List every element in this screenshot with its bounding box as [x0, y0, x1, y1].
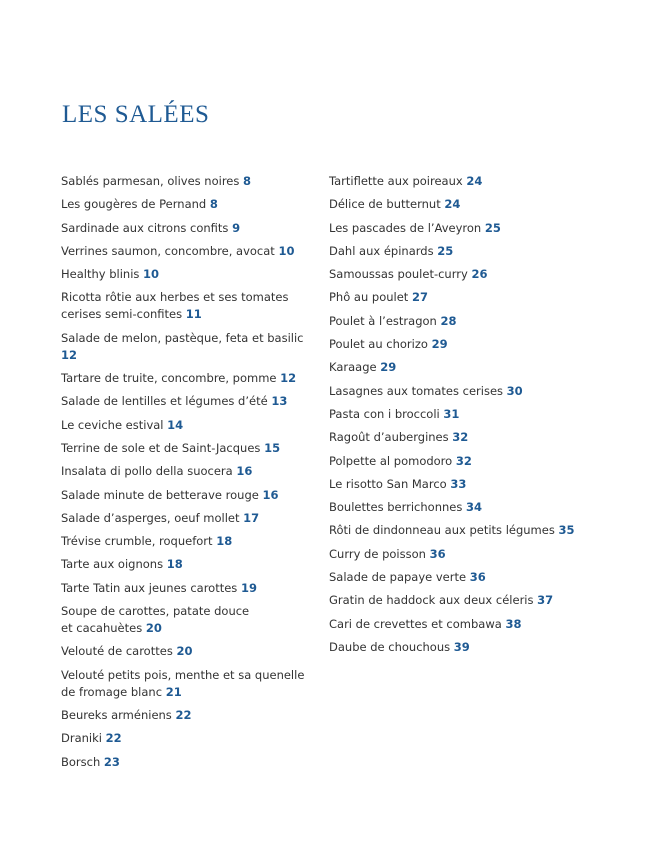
toc-entry — [61, 667, 311, 701]
toc-entry — [61, 707, 311, 724]
toc-entry — [61, 289, 311, 323]
toc-entry-page-number: 29 — [380, 360, 397, 375]
toc-entry-page-number: 24 — [466, 174, 483, 188]
toc-entry-label: Cari de crevettes et combawa — [329, 616, 502, 631]
toc-entry — [329, 406, 629, 423]
toc-entry-label: Salade minute de betterave rouge — [61, 487, 259, 502]
toc-entry-label: Velouté de carottes — [61, 644, 173, 659]
toc-entry-label: Tartiflette aux poireaux — [329, 174, 463, 188]
toc-entry — [61, 220, 311, 237]
toc-entry — [329, 336, 629, 353]
toc-entry-page-number: 37 — [537, 593, 554, 608]
toc-entry-label: Tarte Tatin aux jeunes carottes — [61, 580, 238, 595]
toc-entry-label: Dahl aux épinards — [329, 243, 434, 258]
toc-entry-label: Curry de poisson — [329, 546, 426, 561]
toc-entry-page-number: 17 — [243, 510, 260, 525]
toc-entry-page-number: 16 — [262, 487, 279, 502]
toc-entry-page-number: 18 — [216, 534, 233, 549]
toc-entry-page-number: 10 — [143, 267, 160, 282]
toc-entry — [329, 173, 629, 190]
toc-entry — [61, 266, 311, 283]
toc-entry-label: Velouté petits pois, menthe et sa quenelle de fromage blanc — [61, 667, 305, 699]
toc-entry-page-number: 26 — [471, 267, 488, 282]
toc-entry — [329, 522, 629, 539]
toc-entry-page-number: 25 — [484, 220, 501, 235]
toc-entry-label: Healthy blinis — [61, 267, 140, 282]
toc-entry-label: Verrines saumon, concombre, avocat — [61, 243, 275, 258]
toc-entry — [61, 196, 311, 213]
toc-entry-page-number: 9 — [232, 220, 241, 235]
toc-entry-page-number: 30 — [506, 383, 523, 398]
toc-entry-page-number: 20 — [176, 644, 193, 659]
toc-entry-label: Les gougères de Pernand — [61, 197, 207, 212]
toc-entry-label: Tartare de truite, concombre, pomme — [61, 371, 277, 386]
toc-entry-label: Boulettes berrichonnes — [329, 500, 463, 515]
toc-entry — [329, 243, 629, 260]
toc-entry-label: Lasagnes aux tomates cerises — [329, 383, 504, 398]
toc-entry — [329, 453, 629, 470]
toc-entry — [61, 730, 311, 747]
toc-entry — [61, 643, 311, 660]
toc-entry — [329, 266, 629, 283]
toc-entry — [329, 546, 629, 563]
toc-entry-page-number: 28 — [440, 313, 457, 328]
toc-entry-label: Gratin de haddock aux deux céleris — [329, 593, 534, 608]
toc-entry-page-number: 21 — [165, 684, 182, 699]
toc-entry-label: Poulet au chorizo — [329, 337, 428, 352]
toc-entry — [329, 639, 629, 656]
toc-entry-label: Beureks arméniens — [61, 707, 172, 722]
toc-entry — [329, 289, 629, 306]
toc-entry — [329, 616, 629, 633]
toc-entry — [61, 510, 311, 527]
toc-entry-label: Le risotto San Marco — [329, 476, 447, 491]
toc-entry-page-number: 24 — [444, 197, 461, 212]
toc-entry-page-number: 36 — [469, 570, 486, 585]
toc-entry-page-number: 22 — [175, 707, 192, 722]
toc-entry-page-number: 29 — [431, 337, 448, 352]
toc-entry — [61, 463, 311, 480]
toc-entry-label: Tarte aux oignons — [61, 557, 164, 572]
toc-entry-label: Délice de butternut — [329, 197, 441, 212]
toc-entry-label: Karaage — [329, 360, 377, 375]
toc-entry — [329, 383, 629, 400]
toc-entry-page-number: 14 — [167, 417, 184, 432]
toc-entry-page-number: 39 — [453, 639, 470, 654]
toc-entry-label: Sardinade aux citrons confits — [61, 220, 229, 235]
toc-entry-page-number: 19 — [240, 580, 257, 595]
toc-entry-label: Ragoût d’aubergines — [329, 430, 449, 445]
toc-entry-label: Borsch — [61, 754, 101, 769]
toc-entry-page-number: 8 — [243, 174, 252, 188]
toc-entry-page-number: 12 — [280, 371, 297, 386]
toc-entry-label: Insalata di pollo della suocera — [61, 464, 233, 479]
toc-entry-page-number: 10 — [278, 243, 295, 258]
toc-entry-page-number: 38 — [505, 616, 522, 631]
toc-entry-page-number: 32 — [455, 453, 472, 468]
toc-entry-page-number: 32 — [452, 430, 469, 445]
toc-entry-page-number: 22 — [105, 731, 122, 746]
toc-entry — [329, 499, 629, 516]
toc-entry-label: Le ceviche estival — [61, 417, 164, 432]
toc-entry — [61, 580, 311, 597]
toc-entry-label: Sablés parmesan, olives noires — [61, 174, 240, 188]
toc-entry-label: Poulet à l’estragon — [329, 313, 437, 328]
toc-entry-label: Rôti de dindonneau aux petits légumes — [329, 523, 555, 538]
page-title: LES SALÉES — [62, 101, 210, 128]
toc-entry-label: Soupe de carottes, patate douce et cacahuètes — [61, 604, 250, 636]
toc-entry-label: Draniki — [61, 731, 102, 746]
toc-entry — [329, 313, 629, 330]
toc-entry — [61, 487, 311, 504]
toc-entry-label: Salade de lentilles et légumes d’été — [61, 394, 268, 409]
toc-entry — [61, 533, 311, 550]
toc-entry-label: Ricotta rôtie aux herbes et ses tomates cerises semi-confites — [61, 290, 289, 322]
toc-entry-page-number: 8 — [209, 197, 218, 212]
toc-right-column — [329, 173, 629, 662]
toc-entry-label: Daube de chouchous — [329, 639, 451, 654]
toc-entry — [329, 359, 629, 376]
toc-entry-label: Trévise crumble, roquefort — [61, 534, 213, 549]
toc-entry-page-number: 23 — [103, 754, 120, 769]
toc-entry-page-number: 13 — [271, 394, 288, 409]
toc-entry — [61, 370, 311, 387]
toc-entry-page-number: 27 — [411, 290, 428, 305]
toc-entry — [329, 429, 629, 446]
toc-entry-page-number: 11 — [185, 307, 202, 322]
toc-entry-page-number: 36 — [429, 546, 446, 561]
toc-entry — [329, 220, 629, 237]
toc-entry-page-number: 15 — [264, 440, 281, 455]
toc-entry-label: Polpette al pomodoro — [329, 453, 453, 468]
toc-entry-page-number: 18 — [166, 557, 183, 572]
toc-entry-page-number: 35 — [558, 523, 575, 538]
toc-entry — [61, 393, 311, 410]
toc-entry — [61, 754, 311, 771]
toc-entry-label: Phô au poulet — [329, 290, 409, 305]
toc-entry — [61, 440, 311, 457]
toc-entry — [61, 173, 311, 190]
toc-entry — [61, 603, 311, 637]
toc-entry — [61, 330, 311, 364]
toc-entry-page-number: 31 — [443, 406, 460, 421]
toc-entry — [61, 243, 311, 260]
toc-entry-page-number: 12 — [61, 347, 78, 362]
toc-entry — [329, 476, 629, 493]
toc-entry-label: Les pascades de l’Aveyron — [329, 220, 482, 235]
toc-entry — [61, 417, 311, 434]
toc-entry-page-number: 20 — [145, 621, 162, 636]
toc-entry-page-number: 16 — [236, 464, 253, 479]
toc-entry — [329, 196, 629, 213]
toc-entry-label: Pasta con i broccoli — [329, 406, 440, 421]
toc-entry-label: Salade d’asperges, oeuf mollet — [61, 510, 240, 525]
toc-entry-page-number: 33 — [450, 476, 467, 491]
toc-entry-page-number: 34 — [466, 500, 483, 515]
toc-entry-label: Salade de papaye verte — [329, 570, 467, 585]
toc-left-column — [61, 173, 311, 777]
toc-entry — [329, 592, 629, 609]
toc-entry — [329, 569, 629, 586]
toc-entry-label: Samoussas poulet-curry — [329, 267, 468, 282]
toc-entry — [61, 556, 311, 573]
toc-entry-label: Salade de melon, pastèque, feta et basilic — [61, 330, 304, 345]
toc-entry-label: Terrine de sole et de Saint-Jacques — [61, 440, 261, 455]
toc-entry-page-number: 25 — [437, 243, 454, 258]
